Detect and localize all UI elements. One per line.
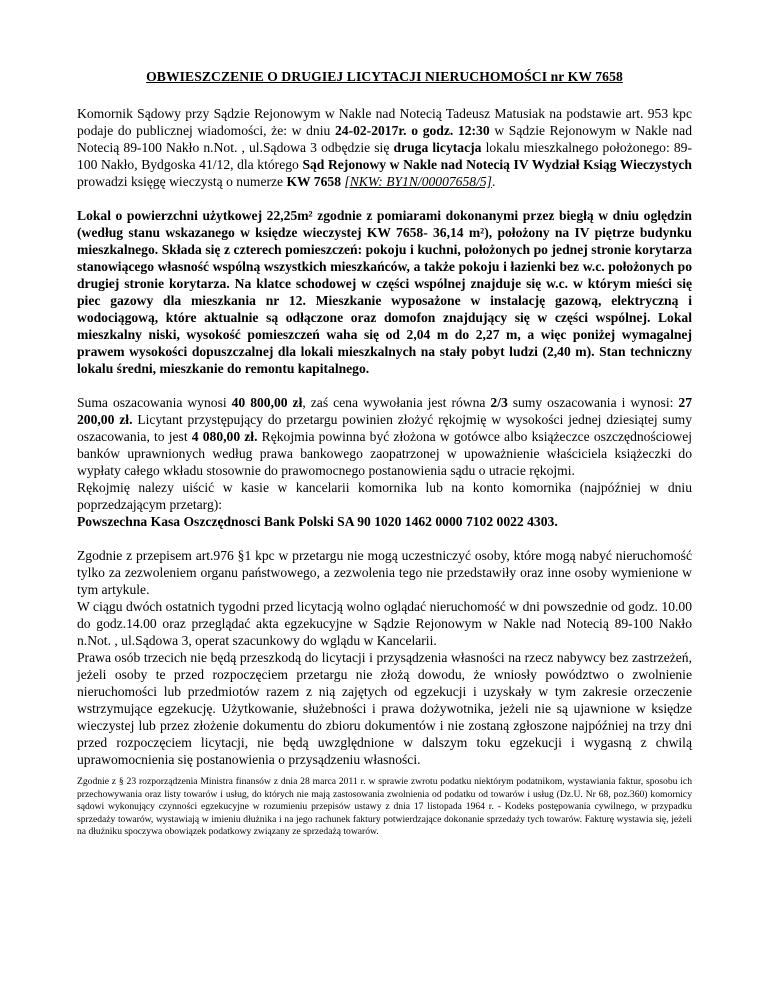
- auction-type: druga licytacja: [393, 140, 482, 155]
- p1-text-1: Komornik Sądowy przy Sądzie Rejonowym w Nakle nad Notecią Tadeusz Matusiak na podstawie art. 953 kpc podaje do publicznej wiadomości, że: w dniu: [77, 106, 692, 138]
- nkw-reference: [NKW: BY1N/00007658/5]: [344, 174, 492, 189]
- p3-text-4: Licytant przystępujący do przetargu powinien złożyć rękojmię w wysokości jednej dziesiątej sumy oszacowania, to jest: [77, 412, 692, 444]
- p3-text-1: Suma oszacowania wynosi: [77, 395, 232, 410]
- p3-text-3: sumy oszacowania i wynosi:: [507, 395, 679, 410]
- deposit-amount: 4 080,00 zł.: [191, 429, 258, 444]
- p3-text-2: , zaś cena wywołania jest równa: [302, 395, 491, 410]
- paragraph-deposit-payment: Rękojmię nalezy uiścić w kasie w kancelarii komornika lub na konto komornika (najpóźniej w dniu poprzedzającym przetarg):: [77, 480, 692, 512]
- document-title: OBWIESZCZENIE O DRUGIEJ LICYTACJI NIERUCHOMOŚCI nr KW 7658: [146, 69, 623, 84]
- p1-text-4: prowadzi księgę wieczystą o numerze: [77, 174, 287, 189]
- spacer: [77, 190, 692, 207]
- valuation-amount: 40 800,00 zł: [231, 395, 303, 410]
- court-name: Sąd Rejonowy w Nakle nad Notecią IV Wydział Ksiąg Wieczystych: [302, 157, 692, 172]
- paragraph-valuation: [77, 394, 692, 479]
- spacer: [77, 530, 692, 547]
- starting-fraction: 2/3: [490, 395, 508, 410]
- paragraph-participation-rules: Zgodnie z przepisem art.976 §1 kpc w przetargu nie mogą uczestniczyć osoby, które mogą nabyć nieruchomość tylko za zezwoleniem organu państwowego, a zezwolenia tego nie przedstawiły oraz inne osoby wymienione w tym artykule.: [77, 548, 692, 597]
- p1-text-3: lokalu mieszkalnego położonego: 89-100 Nakło, Bydgoska 41/12, dla którego: [77, 140, 692, 172]
- paragraph-viewing-hours: W ciągu dwóch ostatnich tygodni przed licytacją wolno oglądać nieruchomość w dni powszednie od godz. 10.00 do godz.14.00 oraz przeglądać akta egzekucyjne w Sądzie Rejonowym w Nakle nad Notecią 89-100 Nakło n.Not. , ul.Sądowa 3, operat szacunkowy do wglądu w Kancelarii.: [77, 599, 692, 648]
- bank-account: Powszechna Kasa Oszczędnosci Bank Polski SA 90 1020 1462 0000 7102 0022 4303.: [77, 514, 558, 529]
- starting-price: 27 200,00 zł.: [77, 395, 692, 427]
- paragraph-auction-announcement: [77, 105, 692, 190]
- p1-text-6: .: [491, 174, 496, 189]
- spacer: [77, 377, 692, 394]
- paragraph-property-description: Lokal o powierzchni użytkowej 22,25m² zgodnie z pomiarami dokonanymi przez biegłą w dniu oględzin (według stanu wskazanego w księdze wieczystej KW 7658- 36,14 m²), położony na IV piętrze budynku mieszkalnego. Składa się z czterech pomieszczeń: pokoju i kuchni, położonych po jednej stronie korytarza stanowiącego własność wspólną wszystkich mieszkańców, a także pokoju i łazienki bez w.c. położonych po drugiej stronie korytarza. Na klatce schodowej w części wspólnej znajduje się w.c. w którym mieści się piec gazowy dla mieszkania nr 12. Mieszkanie wyposażone w instalację gazową, elektryczną i wodociągową, które aktualnie są odłączone oraz domofon znajdujący się w części wspólnej. Lokal mieszkalny niski, wysokość pomieszczeń waha się od 2,04 m do 2,27 m, a więc poniżej wymagalnej prawem wysokości dopuszczalnej dla lokali mieszkalnych na stały pobyt ludzi (2,40 m). Stan techniczny lokalu średni, mieszkanie do remontu kapitalnego.: [77, 208, 692, 376]
- p3-text-5: Rękojmia powinna być złożona w gotówce albo książeczce oszczędnościowej banków uprawnionych według prawa bankowego zaopatrzonej w upoważnienie właściciela książeczki do wypłaty całego wkładu stosownie do prawomocnego postanowienia sądu o utracie rękojmi.: [77, 429, 692, 478]
- p1-text-2: w Sądzie Rejonowym w Nakle nad Notecią 89-100 Nakło n.Not. , ul.Sądowa 3 odbędzie się: [77, 123, 693, 155]
- land-register-number: KW 7658: [286, 174, 341, 189]
- paragraph-third-party-rights: Prawa osób trzecich nie będą przeszkodą do licytacji i przysądzenia własności na rzecz nabywcy bez zastrzeżeń, jeżeli osoby te przed rozpoczęciem przetargu nie złożą dowodu, że wniosły powództwo o zwolnienie nieruchomości lub przedmiotów razem z nią zajętych od egzekucji i uzyskały w tym zakresie orzeczenie wstrzymujące egzekucję. Użytkowanie, służebności i prawa dożywotnika, jeżeli nie są ujawnione w księdze wieczystej lub przez złożenie dokumentu do zbioru dokumentów i nie zostaną zgłoszone najpóźniej na trzy dni przed rozpoczęciem licytacji, nie będą uwzględnione w dalszym toku egzekucji i wygasną z chwilą uprawomocnienia się postanowienia o przysądzeniu własności.: [77, 650, 692, 767]
- auction-date: 24-02-2017r. o godz. 12:30: [334, 123, 490, 138]
- footnote-tax-regulation: Zgodnie z § 23 rozporządzenia Ministra finansów z dnia 28 marca 2011 r. w sprawie zwrotu podatku niektórym podatnikom, wystawiania faktur, sposobu ich przechowywania oraz listy towarów i usług, do których nie mają zastosowania zwolnienia od podatku od towarów i usług (Dz.U. Nr 68, poz.360) komornicy sądowi wykonujący czynności egzekucyjne w rozumieniu przepisów ustawy z dnia 17 listopada 1964 r. - Kodeks postępowania cywilnego, w przypadku sprzedaży towarów, wystawiają w imieniu dłużnika i na jego rachunek faktury potwierdzające dokonanie sprzedaży tych towarów. Fakturę wystawia się, jeżeli na dłużniku spoczywa obowiązek podatkowy związany ze sprzedażą towarów.: [77, 776, 692, 838]
